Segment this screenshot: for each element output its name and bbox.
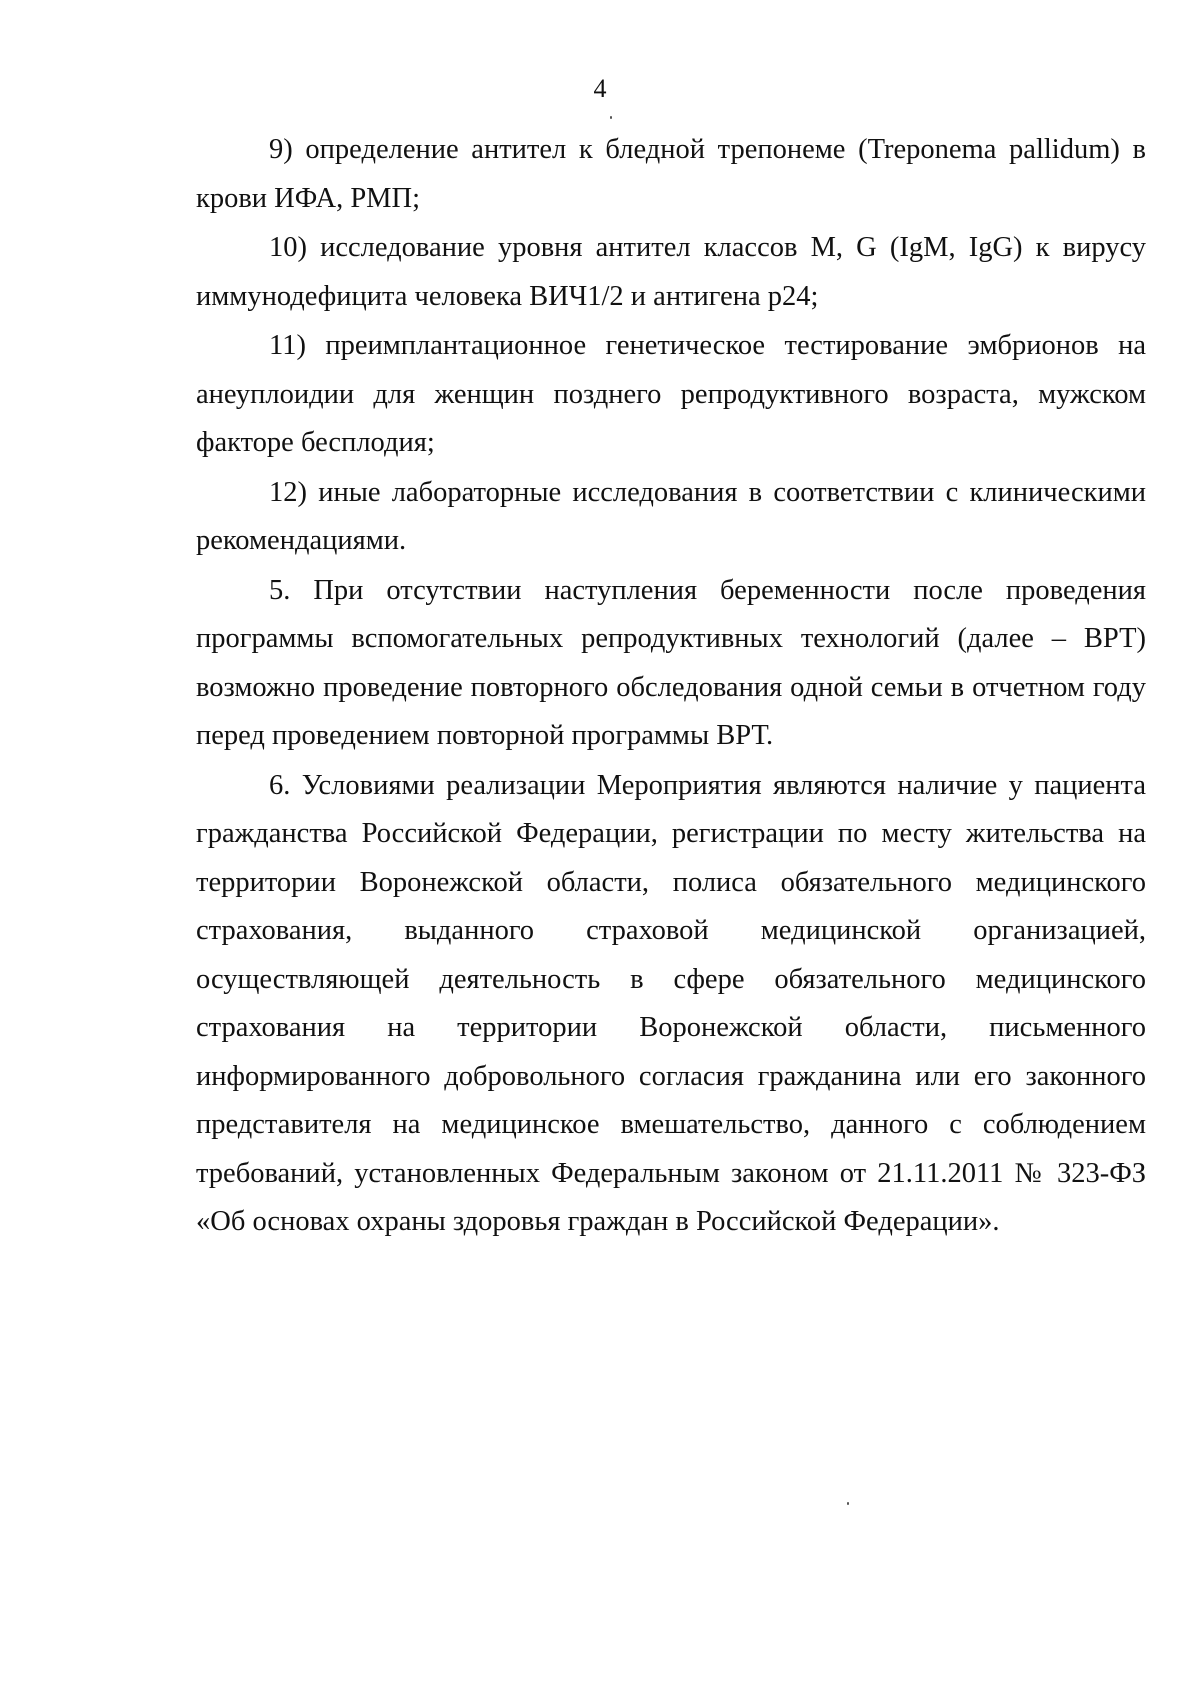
clause-6: 6. Условиями реализации Мероприятия являются наличие у пациента гражданства Российской Федерации, регистрации по месту жительства на территории Воронежской области, полиса обязательного медицинского страхования, выданного страховой медицинской организацией, осуществляющей деятельность в сфере обязательного медицинского страхования на территории Воронежской области, письменного информированного добровольного согласия гражданина или его законного представителя на медицинское вмешательство, данного с соблюдением требований, установленных Федеральным законом от 21.11.2011 № 323-ФЗ «Об основах охраны здоровья граждан в Российской Федерации». [196, 769, 1146, 1237]
list-item-9: 9) определение антител к бледной трепонеме (Treponema pallidum) в крови ИФА, РМП; [196, 134, 1146, 214]
document-body [196, 126, 1146, 1247]
page-number: 4 [593, 74, 607, 103]
list-item-11: 11) преимплантационное генетическое тестирование эмбрионов на анеуплоидии для женщин позднего репродуктивного возраста, мужском факторе бесплодия; [196, 330, 1146, 458]
list-item-12: 12) иные лабораторные исследования в соответствии с клиническими рекомендациями. [196, 476, 1146, 556]
clause-5: 5. При отсутствии наступления беременности после проведения программы вспомогательных репродуктивных технологий (далее – ВРТ) возможно проведение повторного обследования одной семьи в отчетном году перед проведением повторной программы ВРТ. [196, 574, 1146, 751]
scan-speck [847, 1502, 849, 1505]
list-item-10: 10) исследование уровня антител классов M, G (IgM, IgG) к вирусу иммунодефицита человека ВИЧ1/2 и антигена р24; [196, 232, 1146, 312]
scan-speck [610, 116, 612, 119]
